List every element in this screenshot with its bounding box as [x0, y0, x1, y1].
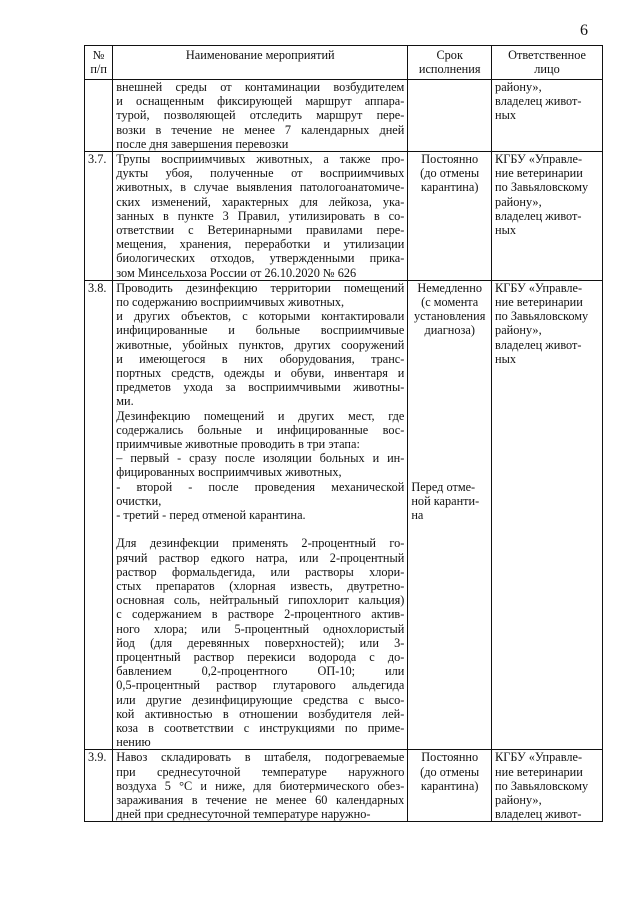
term-cell-line: карантина) [420, 180, 479, 195]
responsible-cell [492, 80, 603, 152]
responsible-cell [492, 152, 603, 281]
measure-text-line: дней при среднесуточной температуре наружно- [116, 807, 371, 822]
term-cell-line: установления [414, 309, 486, 324]
measure-text-line: содержались больные и инфицированные вос- [116, 422, 405, 437]
responsible-cell-line: владелец живот- [495, 337, 582, 352]
measure-text-line: с содержанием в растворе 2-процентного актив- [116, 607, 405, 622]
measure-text-line: Для дезинфекции применять 2-процентный го- [116, 536, 405, 551]
term-cell-line: Немедленно [417, 280, 482, 295]
term-cell-line: карантина) [420, 778, 479, 793]
measure-text-line: фицированных восприимчивых животных, [116, 465, 342, 480]
measure-text-line: процентный раствор перекиси водорода с до- [116, 649, 405, 664]
responsible-cell-line: району», [495, 792, 542, 807]
measure-text-line: – первый - сразу после изоляции больных и ин- [116, 451, 405, 466]
measure-text-line: ми. [116, 394, 134, 409]
term-cell-line: Перед отме- [411, 479, 476, 494]
page-number: 6 [580, 22, 588, 39]
responsible-cell-line: КГБУ «Управле- [495, 750, 583, 765]
measure-text-line: животные, убойных пунктов, других сооружений [116, 337, 405, 352]
term-cell-line: (с момента [421, 295, 479, 310]
measure-text-line: при среднесуточной температуре наружного [116, 764, 405, 779]
term-cell-line: ной каранти- [411, 493, 480, 508]
responsible-cell [492, 750, 603, 822]
measure-text-line: стых препаратов (хлорная известь, двутретно- [116, 578, 405, 593]
responsible-cell-line: владелец живот- [495, 94, 582, 109]
measure-text [113, 80, 408, 152]
measure-text-line: занных в пункте 3 Правил, утилизировать в со- [116, 208, 405, 223]
measure-text-line: Трупы восприимчивых животных, а также про- [116, 152, 405, 167]
measure-text-line: коза в соответствии с инструкциями по приме- [116, 720, 405, 735]
measure-text-line: мещения, хранения, переработки и утилизации [116, 237, 405, 252]
measure-text-line: ного хлора; или 5-процентный однохлористый [116, 621, 405, 636]
measure-text-line: - второй - после проведения механической [116, 479, 405, 494]
measure-text-line: 0,5-процентный раствор глутарового альдегида [116, 678, 405, 693]
term-cell [408, 280, 492, 750]
responsible-cell-line: ных [495, 351, 517, 366]
measure-text-line: зараживания в течение не менее 60 календарных [116, 792, 405, 807]
measure-text-line: Проводить дезинфекцию территории помещений [116, 280, 405, 295]
responsible-cell-line: КГБУ «Управле- [495, 280, 583, 295]
measure-text-line: портных средств, одежды и обуви, инвентаря и [116, 366, 405, 381]
measure-text-line: инфицированные и больные восприимчивые [116, 323, 405, 338]
measure-text-line: животных, в случае выявления патологоанатомиче- [116, 180, 405, 195]
measure-text-line: нению [116, 735, 151, 750]
responsible-cell-line: району», [495, 80, 542, 94]
measure-text-line: основная соль, нейтральный гипохлорит кальция) [116, 593, 405, 608]
measure-text-line [116, 522, 404, 536]
responsible-cell-line: району», [495, 323, 542, 338]
row-number [85, 80, 113, 152]
measure-text-line: после дня завершения перевозки [116, 136, 289, 151]
row-number: 3.8. [85, 280, 113, 750]
row-number: 3.9. [85, 750, 113, 822]
measure-text-line: - третий - перед отменой карантина. [116, 508, 306, 523]
responsible-cell-line: ние ветеринарии [495, 764, 583, 779]
term-cell [408, 80, 492, 152]
responsible-cell-line: КГБУ «Управле- [495, 152, 583, 167]
measure-text-line: йод (для деревянных поверхностей); или 3- [116, 635, 405, 650]
table-row [85, 152, 603, 281]
term-cell-line: Постоянно [421, 152, 479, 167]
term-spacer [411, 338, 488, 480]
measure-text-line: бавлением 0,2-процентного ОП-10; или [116, 664, 405, 679]
responsible-cell-line: по Завьяловскому [495, 778, 589, 793]
measure-text [113, 750, 408, 822]
term-cell [408, 750, 492, 822]
responsible-cell-line: ние ветеринарии [495, 166, 583, 181]
measure-text-line: зом Минсельхоза России от 26.10.2020 № 626 [116, 265, 357, 280]
responsible-cell-line: ных [495, 108, 517, 123]
term-cell [408, 152, 492, 281]
responsible-cell-line: владелец живот- [495, 208, 582, 223]
row-number: 3.7. [85, 152, 113, 281]
measure-text-line: ских изменений, характерных для лейкоза, ука- [116, 194, 405, 209]
responsible-cell-line: по Завьяловскому [495, 309, 589, 324]
term-cell-line: Постоянно [421, 750, 479, 765]
term-cell-line: (до отмены [420, 166, 480, 181]
header-term: Срок исполнения [408, 46, 492, 80]
header-resp: Ответственное лицо [492, 46, 603, 80]
table-row [85, 750, 603, 822]
responsible-cell-line: по Завьяловскому [495, 180, 589, 195]
measure-text-line: предметов ухода за восприимчивыми животны- [116, 380, 405, 395]
measure-text-line: по содержанию восприимчивых животных, [116, 295, 345, 310]
measure-text-line: и оснащенным фиксирующей маршрут аппара- [116, 94, 405, 109]
term-cell-line: (до отмены [420, 764, 480, 779]
measure-text-line: и других объектов, с которыми контактировали [116, 309, 405, 324]
responsible-cell-line: району», [495, 194, 542, 209]
measure-text [113, 152, 408, 281]
term-cell-line: на [411, 508, 424, 523]
measure-text-line: ответствии с Ветеринарными правилами пере- [116, 223, 405, 238]
table-row [85, 80, 603, 152]
table-row [85, 280, 603, 750]
measure-text [113, 280, 408, 750]
measure-text-line: турой, позволяющей отследить маршрут пере- [116, 108, 405, 123]
header-num: № п/п [85, 46, 113, 80]
measure-text-line: кой активностью в отношении возбудителя лей- [116, 706, 405, 721]
table-header-row [85, 46, 603, 80]
responsible-cell-line: ных [495, 223, 517, 238]
measure-text-line: воздуха 5 °С и ниже, для биотермического обез- [116, 778, 405, 793]
measure-text-line: или другие дезинфицирующие средства с высо- [116, 692, 405, 707]
measure-text-line: дукты убоя, полученные от восприимчивых [116, 166, 405, 181]
responsible-cell-line: ние ветеринарии [495, 295, 583, 310]
measure-text-line: биологических отходов, утвержденными прика- [116, 251, 405, 266]
measure-text-line: и имеющегося в них оборудования, транс- [116, 351, 405, 366]
measure-text-line: внешней среды от контаминации возбудителем [116, 80, 405, 94]
term-cell-line: диагноза) [424, 323, 475, 338]
measure-text-line: возки в течение не менее 7 календарных дней [116, 122, 405, 137]
measure-text-line: очистки, [116, 493, 162, 508]
measure-text-line: Навоз складировать в штабеля, подогреваемые [116, 750, 405, 765]
measure-text-line: раствор формальдегида, или растворы хлори- [116, 564, 405, 579]
measures-table [84, 45, 603, 822]
measure-text-line: Дезинфекцию помещений и других мест, где [116, 408, 405, 423]
responsible-cell-line: владелец живот- [495, 807, 582, 822]
responsible-cell [492, 280, 603, 750]
measure-text-line: приимчивые животные проводить в три этапа: [116, 437, 360, 452]
header-name: Наименование мероприятий [113, 46, 408, 80]
measure-text-line: рячий раствор едкого натра, или 2-процентный [116, 550, 405, 565]
